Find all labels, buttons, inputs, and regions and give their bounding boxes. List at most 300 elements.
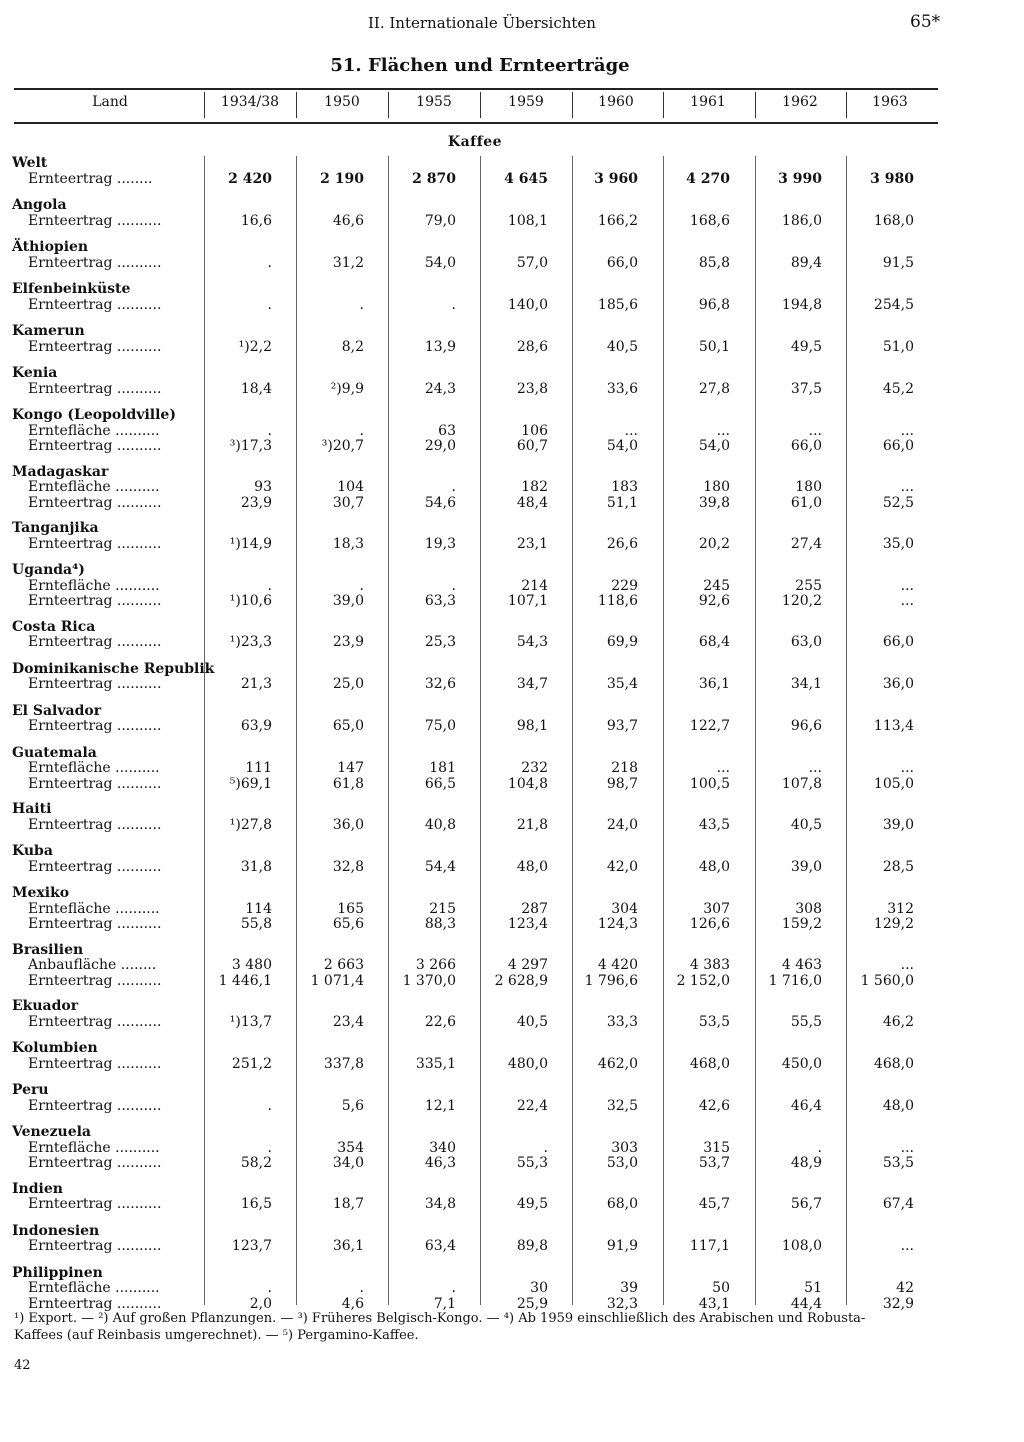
- table-cell-value: 75,0: [424, 718, 456, 734]
- table-cell-value: .: [451, 1280, 456, 1296]
- table-cell-value: 40,8: [424, 816, 456, 833]
- column-header-year: 1960: [598, 94, 634, 110]
- table-cell-value: .: [359, 422, 364, 439]
- row-label: Ernteertrag ..........: [28, 634, 162, 650]
- table-cell-value: 168,0: [873, 212, 914, 229]
- table-cell-value: 218: [611, 760, 638, 776]
- table-cell-value: 308: [795, 900, 822, 917]
- table-cell-value: 39,8: [698, 494, 730, 511]
- table-cell-value: 18,3: [332, 535, 364, 552]
- table-cell-value: 304: [611, 900, 638, 917]
- table-cell-value: 287: [521, 900, 548, 917]
- table-cell-value: 113,4: [873, 718, 914, 734]
- table-cell-value: 214: [521, 577, 548, 594]
- body-column-divider: [663, 156, 664, 1305]
- table-cell-value: 91,9: [606, 1238, 638, 1254]
- table-cell-value: ...: [900, 760, 914, 776]
- table-cell-value: 194,8: [781, 296, 822, 313]
- table-cell-value: 24,3: [424, 380, 456, 397]
- table-cell-value: 1 370,0: [402, 972, 456, 989]
- table-cell-value: .: [543, 1139, 548, 1156]
- page-number: 65*: [910, 12, 941, 32]
- table-cell-value: 337,8: [323, 1055, 364, 1072]
- table-cell-value: 229: [611, 577, 638, 594]
- table-cell-value: 168,6: [689, 212, 730, 229]
- table-cell-value: 46,3: [424, 1155, 456, 1171]
- row-label: Ernteertrag ..........: [28, 858, 162, 875]
- table-cell-value: 53,5: [698, 1013, 730, 1030]
- table-cell-value: 5,6: [341, 1097, 364, 1114]
- table-cell-value: 53,7: [698, 1155, 730, 1171]
- table-cell-value: 66,0: [882, 438, 914, 454]
- country-name: Costa Rica: [12, 618, 96, 635]
- table-cell-value: 65,6: [332, 916, 364, 932]
- table-cell-value: 108,1: [507, 212, 548, 229]
- table-cell-value: ¹)14,9: [229, 535, 272, 552]
- table-cell-value: 92,6: [698, 593, 730, 609]
- table-cell-value: 89,8: [516, 1238, 548, 1254]
- table-cell-value: 30,7: [332, 494, 364, 511]
- table-cell-value: ...: [808, 760, 822, 776]
- table-cell-value: 1 796,6: [584, 972, 638, 989]
- table-cell-value: 29,0: [424, 438, 456, 454]
- country-name: Uganda⁴): [12, 562, 85, 578]
- table-cell-value: 25,0: [332, 676, 364, 692]
- table-cell-value: 2 420: [228, 170, 272, 187]
- table-cell-value: 93,7: [606, 718, 638, 734]
- table-cell-value: 31,2: [332, 254, 364, 271]
- table-cell-value: ...: [900, 957, 914, 973]
- table-cell-value: ²)9,9: [330, 380, 364, 397]
- table-cell-value: 25,3: [424, 634, 456, 650]
- table-cell-value: 98,7: [606, 775, 638, 792]
- table-cell-value: ...: [716, 760, 730, 776]
- table-cell-value: 36,1: [332, 1238, 364, 1254]
- row-label: Ernteertrag ..........: [28, 212, 162, 229]
- row-label: Ernteertrag ..........: [28, 676, 162, 692]
- table-cell-value: 159,2: [781, 916, 822, 932]
- header-column-divider: [755, 92, 756, 118]
- table-cell-value: 89,4: [790, 254, 822, 271]
- table-cell-value: 54,0: [606, 438, 638, 454]
- country-name: Mexiko: [12, 885, 70, 901]
- column-header-year: 1959: [508, 94, 544, 110]
- table-cell-value: 183: [611, 479, 638, 495]
- row-label: Ernteertrag ..........: [28, 338, 162, 355]
- table-cell-value: 16,6: [240, 212, 272, 229]
- table-cell-value: ...: [900, 1139, 914, 1156]
- table-cell-value: 37,5: [790, 380, 822, 397]
- table-cell-value: 45,7: [698, 1196, 730, 1212]
- table-cell-value: 32,9: [882, 1295, 914, 1312]
- section-label: Kaffee: [447, 134, 503, 150]
- row-label: Erntefläche ..........: [28, 900, 160, 917]
- country-name: Ekuador: [12, 998, 79, 1014]
- table-cell-value: 48,9: [790, 1155, 822, 1171]
- table-cell-value: 4 420: [597, 957, 638, 973]
- table-cell-value: 63,0: [790, 634, 822, 650]
- table-cell-value: 2 870: [412, 170, 456, 187]
- column-header-year: 1963: [872, 94, 908, 110]
- table-cell-value: 335,1: [415, 1055, 456, 1072]
- body-column-divider: [572, 156, 573, 1305]
- table-cell-value: 35,0: [882, 535, 914, 552]
- table-cell-value: 54,3: [516, 634, 548, 650]
- row-label: Erntefläche ..........: [28, 479, 160, 495]
- table-cell-value: 1 560,0: [860, 972, 914, 989]
- table-cell-value: 1 716,0: [768, 972, 822, 989]
- table-cell-value: 52,5: [882, 494, 914, 511]
- table-cell-value: 46,2: [882, 1013, 914, 1030]
- table-cell-value: 49,5: [790, 338, 822, 355]
- table-cell-value: 79,0: [424, 212, 456, 229]
- table-cell-value: 53,5: [882, 1155, 914, 1171]
- table-cell-value: 40,5: [606, 338, 638, 355]
- table-cell-value: 36,0: [882, 676, 914, 692]
- table-cell-value: 39: [620, 1280, 638, 1296]
- header-column-divider: [846, 92, 847, 118]
- table-cell-value: 4,6: [341, 1295, 364, 1312]
- table-cell-value: 65,0: [332, 718, 364, 734]
- table-cell-value: 48,0: [516, 858, 548, 875]
- country-name: Äthiopien: [12, 239, 89, 255]
- table-cell-value: .: [451, 577, 456, 594]
- country-name: Indien: [12, 1180, 63, 1197]
- table-cell-value: 4 270: [686, 170, 730, 187]
- table-cell-value: 54,4: [424, 858, 456, 875]
- table-cell-value: 68,4: [698, 634, 730, 650]
- table-cell-value: 24,0: [606, 816, 638, 833]
- table-cell-value: 28,6: [516, 338, 548, 355]
- table-cell-value: 34,0: [332, 1155, 364, 1171]
- table-cell-value: 18,7: [332, 1196, 364, 1212]
- table-cell-value: 61,0: [790, 494, 822, 511]
- table-cell-value: 7,1: [433, 1295, 456, 1312]
- table-cell-value: 107,8: [781, 775, 822, 792]
- table-cell-value: 67,4: [882, 1196, 914, 1212]
- table-cell-value: ¹)27,8: [229, 816, 272, 833]
- table-cell-value: 3 266: [415, 957, 456, 973]
- table-cell-value: 54,6: [424, 494, 456, 511]
- table-cell-value: 33,6: [606, 380, 638, 397]
- body-column-divider: [480, 156, 481, 1305]
- table-cell-value: 42: [896, 1280, 914, 1296]
- table-cell-value: 3 990: [778, 170, 822, 187]
- table-cell-value: 58,2: [240, 1155, 272, 1171]
- footnote-line-2: Kaffees (auf Reinbasis umgerechnet). — ⁵) Pergamino-Kaffee.: [14, 1328, 419, 1343]
- table-cell-value: 114: [245, 900, 272, 917]
- country-name: Tanganjika: [12, 520, 99, 536]
- table-cell-value: 450,0: [781, 1055, 822, 1072]
- table-cell-value: 48,4: [516, 494, 548, 511]
- table-cell-value: 51,1: [606, 494, 638, 511]
- table-cell-value: 129,2: [873, 916, 914, 932]
- table-cell-value: 36,1: [698, 676, 730, 692]
- table-cell-value: 31,8: [240, 858, 272, 875]
- table-cell-value: 107,1: [507, 593, 548, 609]
- country-name: Kenia: [12, 365, 58, 381]
- table-cell-value: 22,4: [516, 1097, 548, 1114]
- table-cell-value: .: [359, 577, 364, 594]
- table-cell-value: 26,6: [606, 535, 638, 552]
- table-cell-value: .: [267, 577, 272, 594]
- header-column-divider: [572, 92, 573, 118]
- table-cell-value: 122,7: [689, 718, 730, 734]
- table-cell-value: 251,2: [231, 1055, 272, 1072]
- country-name: Elfenbeinküste: [12, 281, 131, 297]
- table-cell-value: 100,5: [689, 775, 730, 792]
- row-label: Ernteertrag ..........: [28, 254, 162, 271]
- table-cell-value: 354: [337, 1139, 364, 1156]
- table-cell-value: 2 628,9: [494, 972, 548, 989]
- table-cell-value: 63,9: [240, 718, 272, 734]
- table-cell-value: 43,5: [698, 816, 730, 833]
- table-cell-value: 28,5: [882, 858, 914, 875]
- row-label: Erntefläche ..........: [28, 1280, 160, 1296]
- table-cell-value: 88,3: [424, 916, 456, 932]
- header-column-divider: [663, 92, 664, 118]
- table-cell-value: 50: [712, 1280, 730, 1296]
- table-cell-value: 66,0: [882, 634, 914, 650]
- table-cell-value: 480,0: [507, 1055, 548, 1072]
- table-cell-value: 232: [521, 760, 548, 776]
- table-cell-value: 40,5: [516, 1013, 548, 1030]
- table-cell-value: 3 960: [594, 170, 638, 187]
- country-name: Kuba: [12, 843, 53, 859]
- row-label: Ernteertrag ..........: [28, 593, 162, 609]
- table-cell-value: 35,4: [606, 676, 638, 692]
- table-cell-value: ...: [900, 422, 914, 439]
- row-label: Ernteertrag ..........: [28, 494, 162, 511]
- footnotes: [14, 1310, 934, 1344]
- table-cell-value: 34,8: [424, 1196, 456, 1212]
- table-cell-value: 117,1: [689, 1238, 730, 1254]
- table-cell-value: 255: [795, 577, 822, 594]
- country-name: Kongo (Leopoldville): [12, 407, 176, 423]
- table-cell-value: 111: [245, 760, 272, 776]
- table-cell-value: 66,0: [606, 254, 638, 271]
- table-cell-value: 32,5: [606, 1097, 638, 1114]
- table-cell-value: 33,3: [606, 1013, 638, 1030]
- country-name: Brasilien: [12, 941, 84, 958]
- table-title: 51. Flächen und Ernteerträge: [330, 55, 630, 76]
- row-label: Erntefläche ..........: [28, 422, 160, 439]
- country-name: Welt: [12, 155, 48, 171]
- table-cell-value: 55,5: [790, 1013, 822, 1030]
- table-cell-value: 55,8: [240, 916, 272, 932]
- header-column-divider: [296, 92, 297, 118]
- table-cell-value: .: [267, 254, 272, 271]
- table-cell-value: 312: [887, 900, 914, 917]
- table-cell-value: 27,4: [790, 535, 822, 552]
- table-cell-value: 181: [429, 760, 456, 776]
- table-cell-value: 4 383: [689, 957, 730, 973]
- table-cell-value: 55,3: [516, 1155, 548, 1171]
- table-cell-value: 30: [530, 1280, 548, 1296]
- table-cell-value: .: [451, 479, 456, 495]
- column-header-year: 1934/38: [220, 94, 280, 110]
- table-cell-value: 118,6: [597, 593, 638, 609]
- table-cell-value: ...: [900, 479, 914, 495]
- country-name: Dominikanische Republik: [12, 660, 215, 677]
- table-cell-value: 60,7: [516, 438, 548, 454]
- table-cell-value: 180: [703, 479, 730, 495]
- table-cell-value: 96,8: [698, 296, 730, 313]
- table-cell-value: .: [267, 1139, 272, 1156]
- table-cell-value: 2 152,0: [676, 972, 730, 989]
- table-cell-value: 13,9: [424, 338, 456, 355]
- table-cell-value: 68,0: [606, 1196, 638, 1212]
- table-cell-value: 215: [429, 900, 456, 917]
- table-cell-value: 303: [611, 1139, 638, 1156]
- country-name: Peru: [12, 1082, 49, 1098]
- column-header-year: 1962: [782, 94, 818, 110]
- table-cell-value: 105,0: [873, 775, 914, 792]
- table-cell-value: ¹)13,7: [229, 1013, 272, 1030]
- row-label: Ernteertrag ..........: [28, 1196, 162, 1212]
- table-cell-value: 32,3: [606, 1295, 638, 1312]
- table-cell-value: ...: [624, 422, 638, 439]
- header-column-divider: [388, 92, 389, 118]
- table-cell-value: 254,5: [873, 296, 914, 313]
- table-cell-value: 91,5: [882, 254, 914, 271]
- row-label: Ernteertrag ..........: [28, 816, 162, 833]
- table-cell-value: 51: [804, 1280, 822, 1296]
- table-cell-value: 126,6: [689, 916, 730, 932]
- table-cell-value: 147: [337, 760, 364, 776]
- table-cell-value: 468,0: [689, 1055, 730, 1072]
- table-cell-value: 123,4: [507, 916, 548, 932]
- table-cell-value: 18,4: [240, 380, 272, 397]
- table-cell-value: 32,6: [424, 676, 456, 692]
- table-cell-value: 34,7: [516, 676, 548, 692]
- table-cell-value: 48,0: [882, 1097, 914, 1114]
- table-cell-value: 2,0: [249, 1295, 272, 1312]
- table-cell-value: 51,0: [882, 338, 914, 355]
- table-cell-value: ¹)23,3: [229, 634, 272, 650]
- country-name: Indonesien: [12, 1222, 100, 1239]
- table-cell-value: 39,0: [332, 593, 364, 609]
- table-cell-value: 186,0: [781, 212, 822, 229]
- row-label: Ernteertrag ..........: [28, 1055, 162, 1072]
- row-label: Erntefläche ..........: [28, 1139, 160, 1156]
- table-cell-value: 43,1: [698, 1295, 730, 1312]
- table-cell-value: 1 071,4: [310, 972, 364, 989]
- table-cell-value: 468,0: [873, 1055, 914, 1072]
- table-cell-value: 48,0: [698, 858, 730, 875]
- body-column-divider: [296, 156, 297, 1305]
- table-cell-value: ³)17,3: [229, 438, 272, 454]
- table-cell-value: 56,7: [790, 1196, 822, 1212]
- table-cell-value: 166,2: [597, 212, 638, 229]
- table-cell-value: 245: [703, 577, 730, 594]
- table-cell-value: 120,2: [781, 593, 822, 609]
- row-label: Ernteertrag ..........: [28, 718, 162, 734]
- table-cell-value: 3 980: [870, 170, 914, 187]
- table-cell-value: 63,3: [424, 593, 456, 609]
- table-cell-value: 16,5: [240, 1196, 272, 1212]
- table-cell-value: 93: [254, 479, 272, 495]
- table-cell-value: 21,8: [516, 816, 548, 833]
- row-label: Ernteertrag ..........: [28, 972, 162, 989]
- table-cell-value: 27,8: [698, 380, 730, 397]
- table-cell-value: 96,6: [790, 718, 822, 734]
- table-cell-value: 45,2: [882, 380, 914, 397]
- table-cell-value: ...: [808, 422, 822, 439]
- table-cell-value: .: [359, 296, 364, 313]
- table-cell-value: 98,1: [516, 718, 548, 734]
- table-cell-value: 140,0: [507, 296, 548, 313]
- running-header: II. Internationale Übersichten: [368, 14, 596, 32]
- table-cell-value: ...: [716, 422, 730, 439]
- column-header-year: 1950: [324, 94, 360, 110]
- row-label: Ernteertrag ..........: [28, 1295, 162, 1312]
- table-cell-value: 57,0: [516, 254, 548, 271]
- row-label: Ernteertrag ..........: [28, 775, 162, 792]
- table-cell-value: 124,3: [597, 916, 638, 932]
- body-column-divider: [846, 156, 847, 1305]
- table-cell-value: 36,0: [332, 816, 364, 833]
- column-header-land: Land: [92, 94, 128, 110]
- table-cell-value: 19,3: [424, 535, 456, 552]
- table-cell-value: ¹)2,2: [238, 338, 272, 355]
- table-cell-value: 2 190: [320, 170, 364, 187]
- table-cell-value: 3 480: [231, 957, 272, 973]
- country-name: Venezuela: [12, 1124, 91, 1140]
- table-cell-value: 106: [521, 422, 548, 439]
- table-cell-value: 185,6: [597, 296, 638, 313]
- table-cell-value: ...: [900, 577, 914, 594]
- table-cell-value: 2 663: [323, 957, 364, 973]
- table-cell-value: 61,8: [332, 775, 364, 792]
- table-cell-value: 42,6: [698, 1097, 730, 1114]
- row-label: Ernteertrag ..........: [28, 380, 162, 397]
- row-label: Ernteertrag ..........: [28, 1097, 162, 1114]
- row-label: Ernteertrag ..........: [28, 1013, 162, 1030]
- country-name: Madagaskar: [12, 463, 109, 480]
- page-footer-number: 42: [14, 1358, 31, 1373]
- country-name: Guatemala: [12, 744, 97, 761]
- table-cell-value: 49,5: [516, 1196, 548, 1212]
- table-cell-value: 12,1: [424, 1097, 456, 1114]
- table-cell-value: ...: [900, 593, 914, 609]
- table-cell-value: 104,8: [507, 775, 548, 792]
- country-name: El Salvador: [12, 702, 102, 719]
- table-cell-value: 34,1: [790, 676, 822, 692]
- table-cell-value: 23,9: [240, 494, 272, 511]
- table-cell-value: 23,8: [516, 380, 548, 397]
- table-cell-value: 20,2: [698, 535, 730, 552]
- table-cell-value: 4 463: [781, 957, 822, 973]
- table-cell-value: 1 446,1: [218, 972, 272, 989]
- table-cell-value: 46,4: [790, 1097, 822, 1114]
- table-cell-value: 23,1: [516, 535, 548, 552]
- table-cell-value: 462,0: [597, 1055, 638, 1072]
- country-name: Angola: [12, 197, 67, 213]
- table-cell-value: ...: [900, 1238, 914, 1254]
- table-cell-value: 39,0: [790, 858, 822, 875]
- table-cell-value: 315: [703, 1139, 730, 1156]
- country-name: Kolumbien: [12, 1040, 98, 1056]
- table-cell-value: 66,5: [424, 775, 456, 792]
- table-cell-value: 4 297: [507, 957, 548, 973]
- table-cell-value: .: [451, 296, 456, 313]
- row-label: Erntefläche ..........: [28, 760, 160, 776]
- row-label: Ernteertrag ..........: [28, 438, 162, 454]
- table-cell-value: 23,4: [332, 1013, 364, 1030]
- table-cell-value: 123,7: [231, 1238, 272, 1254]
- table-cell-value: 21,3: [240, 676, 272, 692]
